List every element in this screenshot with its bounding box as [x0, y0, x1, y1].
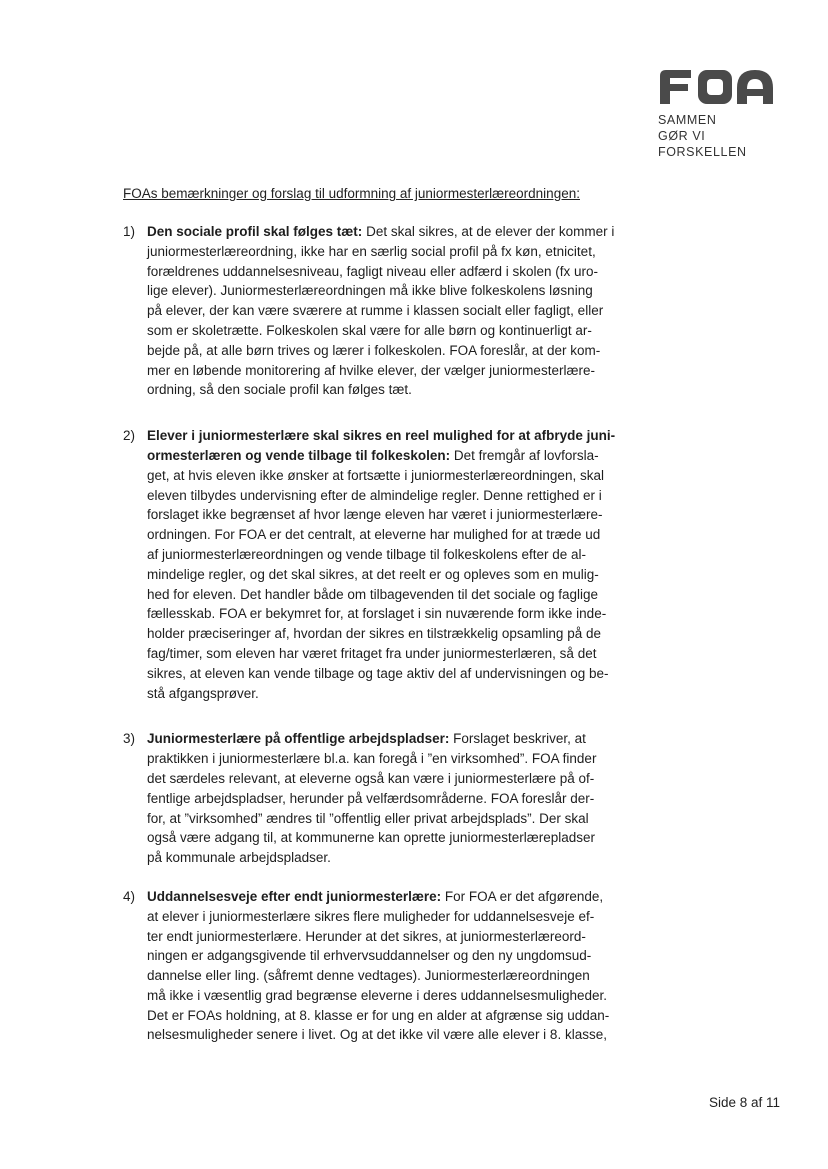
text-line: ordningen. For FOA er det centralt, at eleverne har mulighed for at træde ud — [147, 527, 601, 543]
text-line: lige elever). Juniormesterlæreordningen må ikke blive folkeskolens løsning — [147, 283, 593, 299]
text-line: ordning, så den sociale profil kan følges tæt. — [147, 382, 412, 398]
text-line: mer en løbende monitorering af hvilke elever, der vælger juniormesterlære- — [147, 362, 595, 378]
text-line: det særdeles relevant, at eleverne også kan være i juniormesterlære på of- — [147, 770, 595, 786]
text-line: fentlige arbejdspladser, herunder på velfærdsområderne. FOA foreslår der- — [147, 790, 595, 806]
text-line: fællesskab. FOA er bekymret for, at forslaget i sin nuværende form ikke inde- — [147, 606, 607, 622]
text-line: praktikken i juniormesterlære bl.a. kan foregå i ”en virksomhed”. FOA finder — [147, 751, 597, 767]
text-line: nelsesmuligheder senere i livet. Og at det ikke vil være alle elever i 8. klasse, — [147, 1027, 607, 1043]
text-line: mindelige regler, og det skal sikres, at det reelt er og opleves som en mulig- — [147, 566, 599, 582]
page-number: Side 8 af 11 — [708, 1095, 780, 1110]
item-number: 3) — [123, 731, 136, 747]
text-line: Det er FOAs holdning, at 8. klasse er for ung en alder at afgrænse sig uddan- — [147, 1007, 610, 1023]
text-line: stå afgangsprøver. — [147, 685, 259, 701]
text-line: som er skoletrætte. Folkeskolen skal være for alle børn og kontinuerligt ar- — [147, 322, 592, 338]
tagline-line-1: SAMMEN — [658, 113, 717, 127]
item-number: 1) — [123, 224, 136, 239]
item-bold-title: Den sociale profil skal følges tæt: — [147, 224, 363, 239]
text-line: for, at ”virksomhed” ændres til ”offentlig eller privat arbejdsplads”. Der skal — [147, 810, 589, 826]
text-line: ningen er adgangsgivende til erhvervsuddannelser og den ny ungdomsud- — [147, 948, 592, 964]
text-line: bejde på, at alle børn trives og lærer i folkeskolen. FOA foreslår, at der kom- — [147, 342, 601, 358]
text-line: også være adgang til, at kommunerne kan oprette juniormesterlærepladser — [147, 830, 595, 846]
text-line: holder præciseringer af, hvordan der sikres en tilstrækkelig opsamling på de — [147, 626, 601, 642]
text-line: dannelse eller ling. (såfremt denne vedtages). Juniormesterlæreordningen — [147, 968, 590, 984]
text-line: get, at hvis eleven ikke ønsker at fortsætte i juniormesterlæreordningen, skal — [147, 467, 604, 483]
text-line: af juniormesterlæreordningen og vende tilbage til folkeskolens efter de al- — [147, 546, 587, 562]
text-line: Juniormesterlære på offentlige arbejdspladser: Forslaget beskriver, at — [147, 731, 586, 747]
text-line: forældrenes uddannelsesniveau, fagligt niveau eller adfærd i skolen (fx uro- — [147, 263, 599, 279]
text-line: sikres, at eleven kan vende tilbage og tage aktiv del af undervisningen og be- — [147, 665, 609, 681]
item-bold-title: ormesterlæren og vende tilbage til folkeskolen: — [147, 447, 451, 463]
list-item — [123, 887, 609, 1045]
list-item — [123, 222, 615, 400]
text-line: ormesterlæren og vende tilbage til folkeskolen: Det fremgår af lovforsla- — [147, 447, 599, 463]
text-line: må ikke i væsentlig grad begrænse eleverne i deres uddannelsesmuligheder. — [147, 987, 608, 1003]
list-item — [123, 426, 616, 703]
item-number: 2) — [123, 428, 136, 444]
text-line: hed for eleven. Det handler både om tilbagevenden til det sociale og faglige — [147, 586, 599, 602]
foa-wordmark — [658, 68, 774, 106]
text-line: fag/timer, som eleven har været fritaget fra under juniormesterlæren, så det — [147, 645, 597, 661]
tagline-line-2: GØR VI FORSKELLEN — [658, 129, 747, 159]
text-line: på elever, der kan være sværere at rumme i klassen socialt eller fagligt, eller — [147, 303, 604, 319]
numbered-list — [123, 222, 616, 1045]
text-line: ter endt juniormesterlære. Herunder at det sikres, at juniormesterlæreord- — [147, 928, 586, 944]
text-line: forslaget ikke begrænset af hvor længe eleven har været i juniormesterlære- — [147, 507, 603, 523]
text-line: Uddannelsesveje efter endt juniormesterlære: For FOA er det afgørende, — [147, 888, 604, 904]
section-heading: FOAs bemærkninger og forslag til udformning af juniormesterlæreordningen: — [123, 186, 580, 201]
logo-tagline — [658, 112, 778, 160]
list-item — [123, 729, 609, 868]
text-line: at elever i juniormesterlære sikres flere muligheder for uddannelsesveje ef- — [147, 908, 595, 924]
text-line: på kommunale arbejdspladser. — [147, 850, 331, 866]
item-bold-title: Uddannelsesveje efter endt juniormesterlære: — [147, 888, 442, 904]
text-line: Den sociale profil skal følges tæt: Det skal sikres, at de elever der kommer i — [147, 224, 615, 239]
item-bold-title: Juniormesterlære på offentlige arbejdspladser: — [147, 731, 450, 747]
text-line: eleven tilbydes undervisning efter de almindelige regler. Denne rettighed er i — [147, 487, 602, 503]
item-bold-title: Elever i juniormesterlære skal sikres en reel mulighed for at afbryde juni- — [147, 428, 616, 444]
text-line: juniormesterlæreordning, ikke har en særlig social profil på fx køn, etnicitet, — [147, 243, 596, 259]
item-number: 4) — [123, 888, 136, 904]
foa-logo — [658, 68, 778, 160]
